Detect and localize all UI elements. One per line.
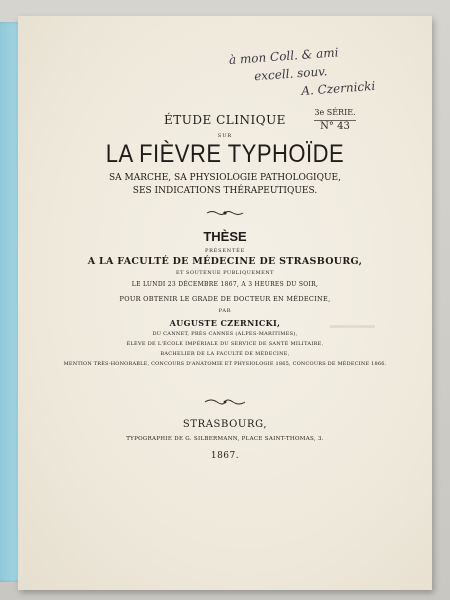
ornament-divider-icon: [206, 209, 244, 217]
inscription-line-2: excell. souv.: [253, 64, 328, 84]
author-school: ÉLÈVE DE L'ÉCOLE IMPÉRIALE DU SERVICE DE SANTÉ MILITAIRE,: [126, 341, 324, 347]
imprint-year: 1867.: [210, 451, 240, 461]
author-mention: MENTION TRÈS-HONORABLE, CONCOURS D'ANATOMIE ET PHYSIOLOGIE 1865, CONCOURS DE MÉDECINE 1866.: [63, 361, 387, 367]
faculty-name: A LA FACULTÉ DE MÉDECINE DE STRASBOURG,: [87, 256, 363, 267]
these-presentee: PRÉSENTÉE: [204, 248, 246, 254]
by-label: PAR: [218, 308, 232, 314]
author-origin: DU CANNET, PRÈS CANNES (ALPES-MARITIMES),: [152, 331, 298, 337]
imprint-printer: TYPOGRAPHIE DE G. SILBERMANN, PLACE SAINT-THOMAS, 3.: [126, 436, 324, 442]
author-bachelier: BACHELIER DE LA FACULTÉ DE MÉDECINE,: [160, 351, 290, 357]
title-page: [18, 16, 432, 590]
author-name: AUGUSTE CZERNICKI,: [169, 318, 281, 328]
inscription-line-1: à mon Coll. & ami: [228, 45, 339, 68]
imprint-city: STRASBOURG,: [182, 419, 268, 430]
ornament-flourish-icon: [203, 398, 247, 406]
defense-date: LE LUNDI 23 DÉCEMBRE 1867, A 3 HEURES DU SOIR,: [131, 281, 319, 288]
main-title: LA FIÈVRE TYPHOÏDE: [105, 139, 345, 168]
inscription-signature: A. Czernicki: [300, 78, 376, 99]
subtitle-line-1: SA MARCHE, SA PHYSIOLOGIE PATHOLOGIQUE,: [108, 173, 341, 183]
series-text: 3e SÉRIE.: [314, 108, 356, 117]
these-soutenue: ET SOUTENUE PUBLIQUEMENT: [175, 270, 275, 276]
paper-smudge: [330, 325, 375, 328]
degree-purpose: POUR OBTENIR LE GRADE DE DOCTEUR EN MÉDECINE,: [119, 295, 331, 303]
title-sur: SUR: [217, 133, 233, 139]
title-etude: ÉTUDE CLINIQUE: [164, 113, 286, 127]
these-heading: THÈSE: [203, 229, 247, 244]
subtitle-line-2: SES INDICATIONS THÉRAPEUTIQUES.: [132, 186, 318, 196]
series-number: N° 43: [314, 120, 356, 133]
